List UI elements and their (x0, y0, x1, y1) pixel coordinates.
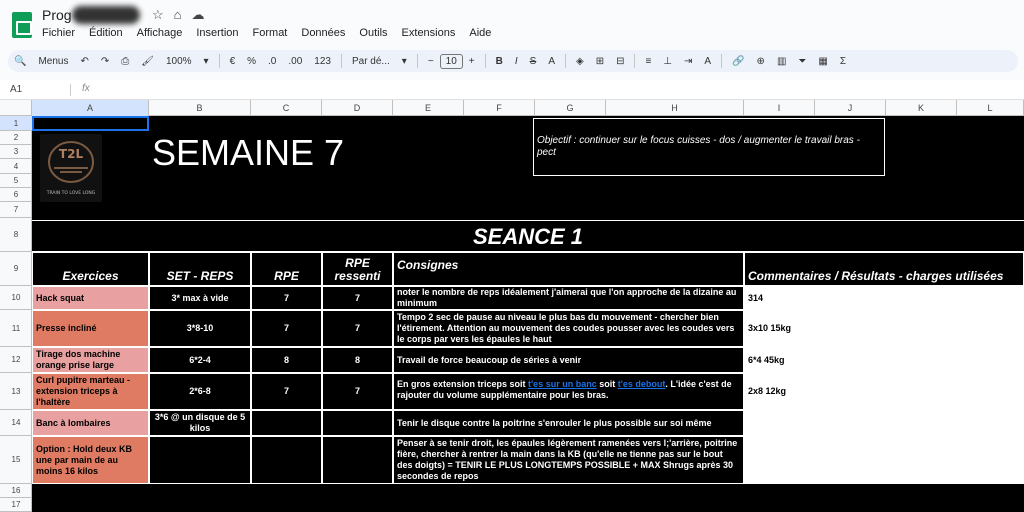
sheet-grid[interactable] (32, 116, 1024, 512)
print-icon[interactable]: ⎙ (121, 55, 130, 67)
filter-views-icon[interactable]: ▦ (818, 55, 828, 67)
exercise-cell[interactable]: Tirage dos machine orange prise large (32, 347, 149, 373)
name-box[interactable]: A1 (10, 84, 23, 95)
exercise-cell[interactable]: Curl pupitre marteau - extension triceps à l'haltère (32, 373, 149, 410)
link-debout[interactable]: t'es debout (617, 379, 666, 389)
cloud-status-icon[interactable]: ☁ (191, 7, 205, 22)
column-headers (0, 100, 1024, 116)
row-header[interactable]: 16 (0, 484, 32, 498)
title-bar (0, 0, 1024, 48)
rpe-cell[interactable] (251, 436, 322, 484)
column-header-a[interactable]: A (32, 100, 149, 116)
fill-color-icon[interactable]: ◈ (575, 55, 584, 67)
redacted-title (72, 6, 140, 24)
column-header-d[interactable]: D (322, 100, 393, 116)
menu-affichage[interactable]: Affichage (136, 27, 183, 39)
chevron-down-icon[interactable]: ▾ (401, 55, 407, 67)
text-color-button[interactable]: A (548, 55, 555, 67)
column-header-j[interactable]: J (815, 100, 886, 116)
menu-format[interactable]: Format (252, 27, 288, 39)
row-header[interactable]: 12 (0, 347, 32, 373)
column-header-l[interactable]: L (957, 100, 1024, 116)
zoom-select[interactable]: 100% (165, 55, 192, 67)
column-header-g[interactable]: G (535, 100, 606, 116)
selected-cell-a1[interactable] (32, 116, 149, 131)
merge-cells-icon[interactable]: ⊟ (616, 55, 625, 67)
column-header-c[interactable]: C (251, 100, 322, 116)
sets-cell[interactable]: 2*6-8 (149, 373, 251, 410)
currency-button[interactable]: € (229, 55, 236, 67)
row-header[interactable]: 3 (0, 145, 32, 159)
sets-cell[interactable] (149, 436, 251, 484)
text-wrap-icon[interactable]: ⇥ (684, 55, 693, 67)
row-header[interactable]: 15 (0, 436, 32, 484)
menu-extensions[interactable]: Extensions (401, 27, 456, 39)
divider (485, 54, 486, 68)
consignes-text: . L'idée c'est de rajouter du volume supplémentaire pour les bras. (397, 379, 732, 400)
exercise-cell[interactable]: Option : Hold deux KB une par main de au moins 16 kilos (32, 436, 149, 484)
star-icon[interactable]: ☆ (152, 7, 164, 22)
font-size-decrease[interactable]: − (427, 55, 434, 67)
column-header-i[interactable]: I (744, 100, 815, 116)
comment-cell[interactable] (744, 436, 1024, 484)
menu-outils[interactable]: Outils (359, 27, 388, 39)
column-header-f[interactable]: F (464, 100, 535, 116)
consignes-text: En gros extension triceps soit (397, 379, 529, 389)
chevron-down-icon[interactable]: ▾ (203, 55, 209, 67)
objective-box: Objectif : continuer sur le focus cuisses - dos / augmenter le travail bras - pect (533, 118, 885, 176)
insert-chart-icon[interactable]: ▥ (776, 55, 787, 67)
row-header[interactable]: 1 (0, 116, 32, 131)
menu-donnees[interactable]: Données (301, 27, 346, 39)
undo-icon[interactable]: ↶ (80, 55, 89, 67)
divider (219, 54, 220, 68)
consignes-cell[interactable] (393, 373, 744, 410)
exercise-cell[interactable]: Hack squat (32, 286, 149, 310)
rpe-ressenti-cell[interactable]: 7 (322, 373, 393, 410)
bold-button[interactable]: B (495, 55, 503, 67)
header-exercices: Exercices (32, 252, 149, 286)
row-headers (0, 116, 32, 512)
comment-cell[interactable]: 2x8 12kg (744, 373, 1024, 410)
divider (417, 54, 418, 68)
vertical-align-icon[interactable]: ⊥ (663, 55, 673, 67)
text-rotation-icon[interactable]: A (704, 55, 712, 67)
horizontal-align-icon[interactable]: ≡ (645, 55, 652, 67)
sets-cell[interactable]: 3*8-10 (149, 310, 251, 347)
rpe-ressenti-cell[interactable]: 7 (322, 310, 393, 347)
formula-bar (0, 80, 1024, 100)
rpe-cell[interactable]: 7 (251, 310, 322, 347)
row-header[interactable]: 17 (0, 498, 32, 512)
font-select[interactable]: Par dé... (351, 55, 390, 67)
week-title: SEMAINE 7 (152, 132, 345, 173)
divider (341, 54, 342, 68)
fx-icon: fx (82, 83, 90, 94)
menu-insertion[interactable]: Insertion (196, 27, 239, 39)
column-header-k[interactable]: K (886, 100, 957, 116)
consignes-cell[interactable]: Travail de force beaucoup de séries à venir (393, 347, 744, 373)
header-commentaires: Commentaires / Résultats - charges utilisées (744, 252, 1024, 286)
svg-text:T2L: T2L (58, 147, 84, 161)
coaching-logo (40, 134, 102, 202)
menu-edition[interactable]: Édition (89, 27, 123, 39)
number-format-button[interactable]: 123 (314, 55, 331, 67)
consignes-cell[interactable]: Penser à se tenir droit, les épaules légèrement ramenées vers l;'arrière, poitrine fière, chercher à rentrer la main dans la KB (qu'elle ne tienne pas sur le bout des doigts) = TENIR LE PLUS LONGTEMPS POSSIBLE + MAX Shrugs après 30 secondes de repos (393, 436, 744, 484)
rpe-ressenti-cell[interactable]: 7 (322, 286, 393, 310)
row-header[interactable]: 6 (0, 188, 32, 202)
borders-icon[interactable]: ⊞ (595, 55, 605, 67)
exercise-cell[interactable]: Presse incliné (32, 310, 149, 347)
insert-comment-icon[interactable]: ⊕ (756, 55, 765, 67)
document-title[interactable]: Prog (42, 7, 72, 23)
italic-icon[interactable]: I (514, 55, 518, 67)
row-header[interactable]: 7 (0, 202, 32, 218)
comment-cell[interactable] (744, 410, 1024, 436)
header-rpe: RPE (251, 252, 322, 286)
row-header[interactable]: 8 (0, 218, 32, 252)
rpe-ressenti-cell[interactable]: 8 (322, 347, 393, 373)
font-size-input[interactable]: 10 (440, 54, 463, 69)
divider (721, 54, 722, 68)
consignes-cell[interactable]: Tempo 2 sec de pause au niveau le plus bas du mouvement - chercher bien l'étirement. Attention au mouvement des coudes pousser avec les coudes vers le corps par vers les épaules le haut (393, 310, 744, 347)
sets-cell[interactable]: 6*2-4 (149, 347, 251, 373)
menus-search[interactable]: Menus (38, 55, 69, 67)
column-header-h[interactable]: H (606, 100, 744, 116)
logo-text: TRAIN TO LOVE LONG (46, 191, 96, 196)
redo-icon[interactable]: ↷ (100, 55, 110, 67)
title-icons (152, 7, 205, 23)
rpe-ressenti-cell[interactable] (322, 436, 393, 484)
paint-format-icon[interactable]: 🖌 (141, 55, 154, 67)
header-rpe-ressenti: RPE ressenti (322, 252, 393, 286)
menu-aide[interactable]: Aide (469, 27, 492, 39)
divider (634, 54, 635, 68)
menu-bar (42, 27, 505, 39)
column-header-b[interactable]: B (149, 100, 251, 116)
row-header[interactable]: 2 (0, 131, 32, 145)
row-header[interactable]: 13 (0, 373, 32, 410)
comment-cell[interactable]: 3x10 15kg (744, 310, 1024, 347)
strikethrough-button[interactable]: S (529, 55, 537, 67)
rpe-cell[interactable]: 7 (251, 373, 322, 410)
move-folder-icon[interactable]: ⌂ (173, 7, 182, 22)
divider (70, 84, 71, 96)
comment-cell[interactable]: 6*4 45kg (744, 347, 1024, 373)
consignes-text: soit (596, 379, 618, 389)
menu-fichier[interactable]: Fichier (42, 27, 76, 39)
decrease-decimal-button[interactable]: .0 (268, 55, 277, 67)
consignes-cell[interactable]: Tenir le disque contre la poitrine s'enrouler le plus possible sur soi même (393, 410, 744, 436)
row-header[interactable]: 4 (0, 159, 32, 174)
consignes-cell[interactable]: noter le nombre de reps idéalement j'aimerai que l'on approche de la dizaine au minimum (393, 286, 744, 310)
header-consignes: Consignes (393, 252, 744, 286)
row-header[interactable]: 10 (0, 286, 32, 310)
row-header[interactable]: 9 (0, 252, 32, 286)
session-title: SEANCE 1 (32, 220, 1024, 252)
sets-cell[interactable]: 3* max à vide (149, 286, 251, 310)
toolbar (8, 50, 1018, 72)
divider (565, 54, 566, 68)
select-all-corner[interactable] (0, 100, 32, 116)
header-set-reps: SET - REPS (149, 252, 251, 286)
functions-icon[interactable]: Σ (839, 55, 847, 67)
increase-decimal-button[interactable]: .00 (288, 55, 303, 67)
filter-icon[interactable]: ⏷ (798, 55, 807, 67)
rpe-cell[interactable] (251, 410, 322, 436)
rpe-cell[interactable]: 8 (251, 347, 322, 373)
row-header[interactable]: 5 (0, 174, 32, 188)
exercise-cell[interactable]: Banc à lombaires (32, 410, 149, 436)
rpe-cell[interactable]: 7 (251, 286, 322, 310)
font-size-increase[interactable]: + (468, 55, 475, 67)
row-header[interactable]: 14 (0, 410, 32, 436)
rpe-ressenti-cell[interactable] (322, 410, 393, 436)
comment-cell[interactable]: 314 (744, 286, 1024, 310)
search-icon[interactable]: 🔍 (14, 55, 27, 67)
sets-cell[interactable]: 3*6 @ un disque de 5 kilos (149, 410, 251, 436)
percent-button[interactable]: % (247, 55, 257, 67)
insert-link-icon[interactable]: 🔗 (732, 55, 745, 67)
row-header[interactable]: 11 (0, 310, 32, 347)
sheets-logo-icon[interactable] (12, 12, 32, 38)
column-header-e[interactable]: E (393, 100, 464, 116)
link-banc[interactable]: t'es sur un banc (528, 379, 597, 389)
